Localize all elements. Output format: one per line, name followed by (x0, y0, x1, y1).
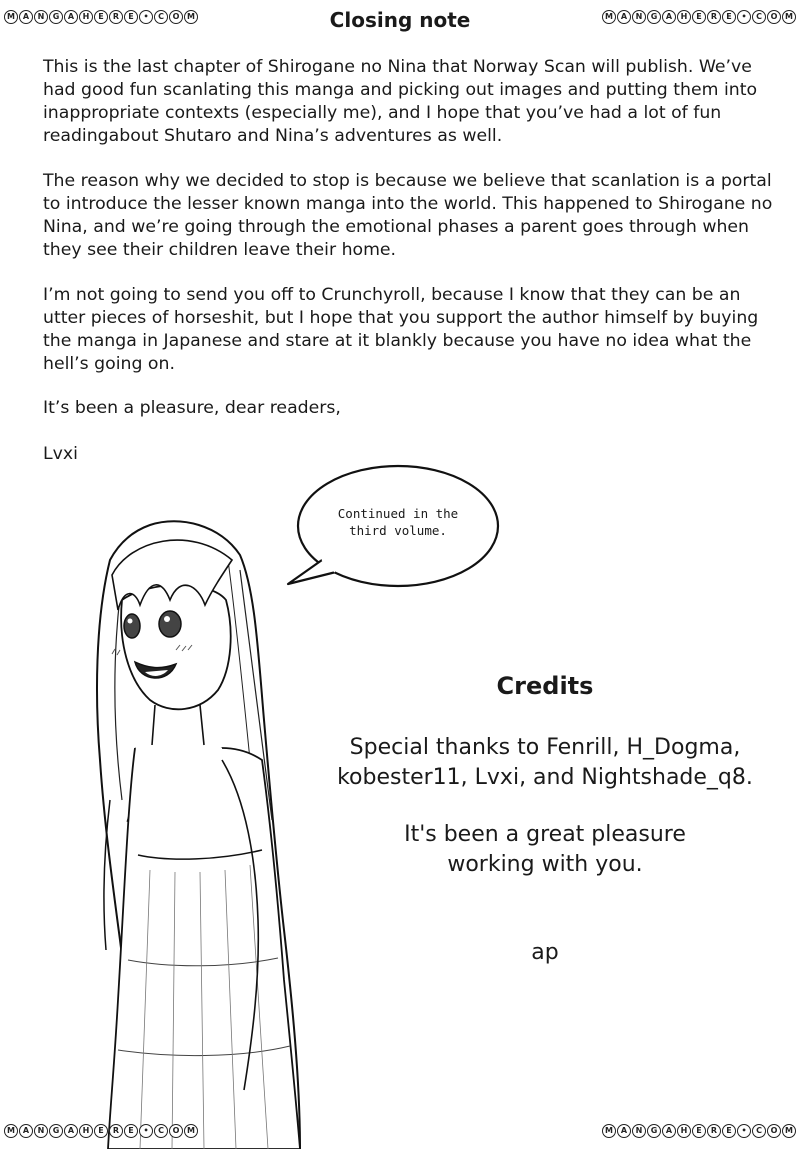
watermark-letter: G (49, 1124, 63, 1138)
watermark-letter: M (602, 10, 616, 24)
watermark-letter: E (94, 10, 108, 24)
credits-pleasure-line-1: It's been a great pleasure (404, 822, 686, 847)
watermark-letter: H (79, 1124, 93, 1138)
watermark-letter: O (767, 1124, 781, 1138)
credits-pleasure-line-2: working with you. (447, 852, 643, 877)
watermark-letter: • (139, 1124, 153, 1138)
watermark-letter: C (154, 10, 168, 24)
watermark-letter: O (169, 1124, 183, 1138)
watermark-letter: R (109, 10, 123, 24)
watermark-letter: R (707, 1124, 721, 1138)
note-paragraph-4: It’s been a pleasure, dear readers, (43, 398, 341, 418)
watermark-letter: E (722, 10, 736, 24)
credits-thanks-line-1: Special thanks to Fenrill, H_Dogma, (349, 735, 741, 760)
watermark-bottom-left (4, 1124, 198, 1138)
watermark-letter: G (647, 10, 661, 24)
credits-pleasure (300, 820, 790, 880)
credits-thanks (300, 733, 790, 793)
watermark-letter: A (662, 1124, 676, 1138)
watermark-letter: R (109, 1124, 123, 1138)
watermark-letter: M (4, 10, 18, 24)
watermark-letter: R (707, 10, 721, 24)
watermark-letter: C (752, 10, 766, 24)
watermark-letter: M (782, 1124, 796, 1138)
credits-title: Credits (496, 672, 594, 700)
watermark-letter: G (647, 1124, 661, 1138)
credits-signature: ap (531, 940, 559, 965)
watermark-letter: A (662, 10, 676, 24)
watermark-letter: A (64, 10, 78, 24)
watermark-letter: A (19, 10, 33, 24)
watermark-letter: O (767, 10, 781, 24)
note-paragraph-1: This is the last chapter of Shirogane no Nina that Norway Scan will publish. We’ve had good fun scanlating this manga and picking out images and putting them into inappropriate contexts (especially me), and I hope that you’ve had a lot of fun readingabout Shutaro and Nina’s adventures as well. (43, 57, 758, 146)
watermark-letter: N (632, 1124, 646, 1138)
watermark-letter: H (677, 1124, 691, 1138)
watermark-letter: E (722, 1124, 736, 1138)
watermark-letter: E (124, 10, 138, 24)
watermark-letter: E (692, 10, 706, 24)
credits-thanks-line-2: kobester11, Lvxi, and Nightshade_q8. (337, 765, 753, 790)
watermark-letter: G (49, 10, 63, 24)
watermark-letter: A (617, 10, 631, 24)
watermark-letter: N (632, 10, 646, 24)
watermark-letter: N (34, 1124, 48, 1138)
watermark-letter: • (139, 10, 153, 24)
watermark-letter: M (602, 1124, 616, 1138)
watermark-letter: H (677, 10, 691, 24)
watermark-letter: C (154, 1124, 168, 1138)
watermark-letter: E (692, 1124, 706, 1138)
watermark-bottom-right (602, 1124, 796, 1138)
speech-bubble-line-1: Continued in the (337, 506, 459, 521)
note-paragraph-2: The reason why we decided to stop is because we believe that scanlation is a portal to introduce the lesser known manga into the world. This happened to Shirogane no Nina, and we’re going through the emotional phases a parent goes through when they see their children leave their home. (43, 171, 773, 260)
watermark-letter: C (752, 1124, 766, 1138)
watermark-letter: A (617, 1124, 631, 1138)
note-paragraph-3: I’m not going to send you off to Crunchyroll, because I know that they can be an utter pieces of horseshit, but I hope that you support the author himself by buying the manga in Japanese and stare at it blankly because you have no idea what the hell’s going on. (43, 285, 759, 374)
watermark-letter: E (124, 1124, 138, 1138)
watermark-letter: M (184, 10, 198, 24)
speech-bubble-text (318, 505, 478, 539)
note-signature: Lvxi (43, 444, 78, 464)
watermark-letter: N (34, 10, 48, 24)
watermark-letter: • (737, 1124, 751, 1138)
watermark-letter: A (19, 1124, 33, 1138)
watermark-letter: M (184, 1124, 198, 1138)
watermark-letter: E (94, 1124, 108, 1138)
watermark-letter: A (64, 1124, 78, 1138)
watermark-letter: M (4, 1124, 18, 1138)
watermark-letter: M (782, 10, 796, 24)
watermark-letter: • (737, 10, 751, 24)
page-title: Closing note (329, 8, 471, 32)
watermark-letter: H (79, 10, 93, 24)
watermark-letter: O (169, 10, 183, 24)
speech-bubble-line-2: third volume. (349, 523, 447, 538)
